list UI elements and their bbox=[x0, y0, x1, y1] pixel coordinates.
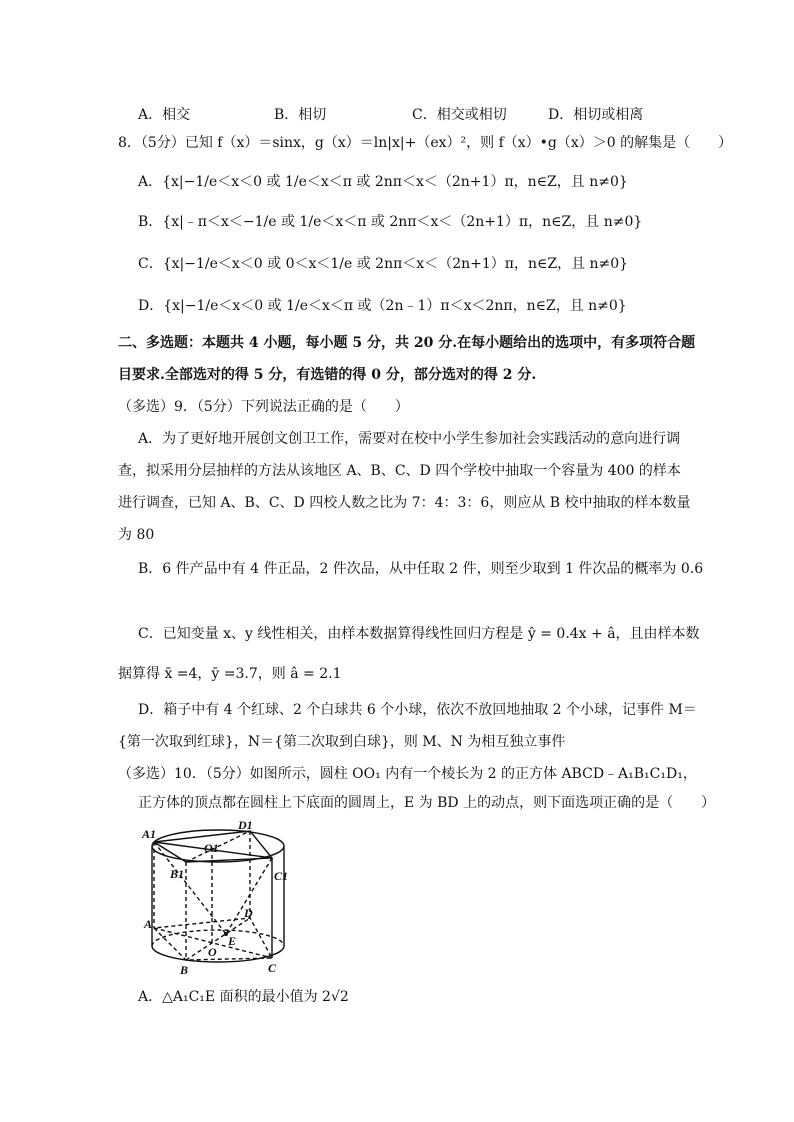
q8-option-a: A．{x|−1/e＜x＜0 或 1/e＜x＜π 或 2nπ＜x＜（2n+1）π，n∈Z，且 n≠0} bbox=[138, 174, 628, 190]
q9-option-d-line2: {第一次取到红球}，N＝{第二次取到白球}，则 M、N 为相互独立事件 bbox=[118, 734, 566, 750]
cylinder-cube-figure bbox=[140, 818, 310, 978]
q9-option-c-line1: C．已知变量 x、y 线性相关，由样本数据算得线性回归方程是 ŷ = 0.4x + â，且由样本数 bbox=[138, 626, 700, 642]
label-a: A bbox=[144, 917, 153, 931]
q9-option-c-line2: 据算得 x̄ =4，ȳ =3.7，则 â = 2.1 bbox=[118, 666, 342, 682]
q10-stem-line1: （多选）10．（5分）如图所示，圆柱 OO₁ 内有一个棱长为 2 的正方体 ABCD﹣A₁B₁C₁D₁， bbox=[118, 766, 697, 782]
q9-option-d-line1: D．箱子中有 4 个红球、2 个白球共 6 个小球，依次不放回地抽取 2 个小球，记事件 M＝ bbox=[138, 702, 697, 718]
q9-option-a-line4: 为 80 bbox=[118, 527, 155, 543]
line-a1e bbox=[154, 842, 226, 934]
label-d1: D1 bbox=[238, 818, 253, 832]
q9-option-a-line3: 进行调查，已知 A、B、C、D 四校人数之比为 7：4：3：6，则应从 B 校中抽取的样本数量 bbox=[118, 495, 691, 511]
label-a1: A1 bbox=[142, 827, 157, 841]
section-header-line1: 二、多选题：本题共 4 小题，每小题 5 分，共 20 分.在每小题给出的选项中，有多项符合题 bbox=[118, 335, 696, 351]
label-c1: C1 bbox=[274, 869, 289, 883]
q7-option-d: D．相切或相离 bbox=[548, 107, 644, 123]
label-o: O bbox=[208, 945, 217, 959]
q8-option-d: D．{x|−1/e＜x＜0 或 1/e＜x＜π 或（2n﹣1）π＜x＜2nπ，n∈Z，且 n≠0} bbox=[138, 298, 627, 314]
q9-option-b: B．6 件产品中有 4 件正品，2 件次品，从中任取 2 件，则至少取到 1 件次品的概率为 0.6 bbox=[138, 561, 704, 577]
q7-option-c: C．相交或相切 bbox=[412, 107, 507, 123]
q9-option-a-line1: A．为了更好地开展创文创卫工作，需要对在校中小学生参加社会实践活动的意向进行调 bbox=[138, 431, 681, 447]
line-c1e bbox=[226, 858, 272, 934]
q10-stem-line2: 正方体的顶点都在圆柱上下底面的圆周上，E 为 BD 上的动点，则下面选项正确的是（ ） bbox=[138, 795, 716, 811]
q10-option-a: A．△A₁C₁E 面积的最小值为 2√2 bbox=[138, 989, 349, 1005]
q8-option-c: C．{x|−1/e＜x＜0 或 0＜x＜1/e 或 2nπ＜x＜（2n+1）π，n∈Z，且 n≠0} bbox=[138, 256, 629, 272]
section-header-line2: 目要求.全部选对的得 5 分，有选错的得 0 分，部分选对的得 2 分. bbox=[118, 367, 537, 383]
label-e: E bbox=[228, 934, 237, 948]
q7-option-a: A．相交 bbox=[138, 107, 191, 123]
q7-option-b: B．相切 bbox=[274, 107, 327, 123]
q9-option-a-line2: 查，拟采用分层抽样的方法从该地区 A、B、C、D 四个学校中抽取一个容量为 400 的样本 bbox=[118, 463, 681, 479]
label-c: C bbox=[268, 961, 277, 975]
q8-option-b: B．{x|﹣π＜x＜−1/e 或 1/e＜x＜π 或 2nπ＜x＜（2n+1）π，n∈Z，且 n≠0} bbox=[138, 214, 643, 230]
q8-stem: 8．（5分）已知 f（x）＝sinx，g（x）＝ln|x|+（ex）²，则 f（x）•g（x）＞0 的解集是（ ） bbox=[118, 135, 733, 151]
q9-stem: （多选）9．（5分）下列说法正确的是（ ） bbox=[118, 399, 409, 415]
label-d: D bbox=[244, 906, 253, 920]
label-b1: B1 bbox=[170, 867, 185, 881]
label-o1: O1 bbox=[204, 841, 219, 855]
label-b: B bbox=[180, 963, 189, 977]
